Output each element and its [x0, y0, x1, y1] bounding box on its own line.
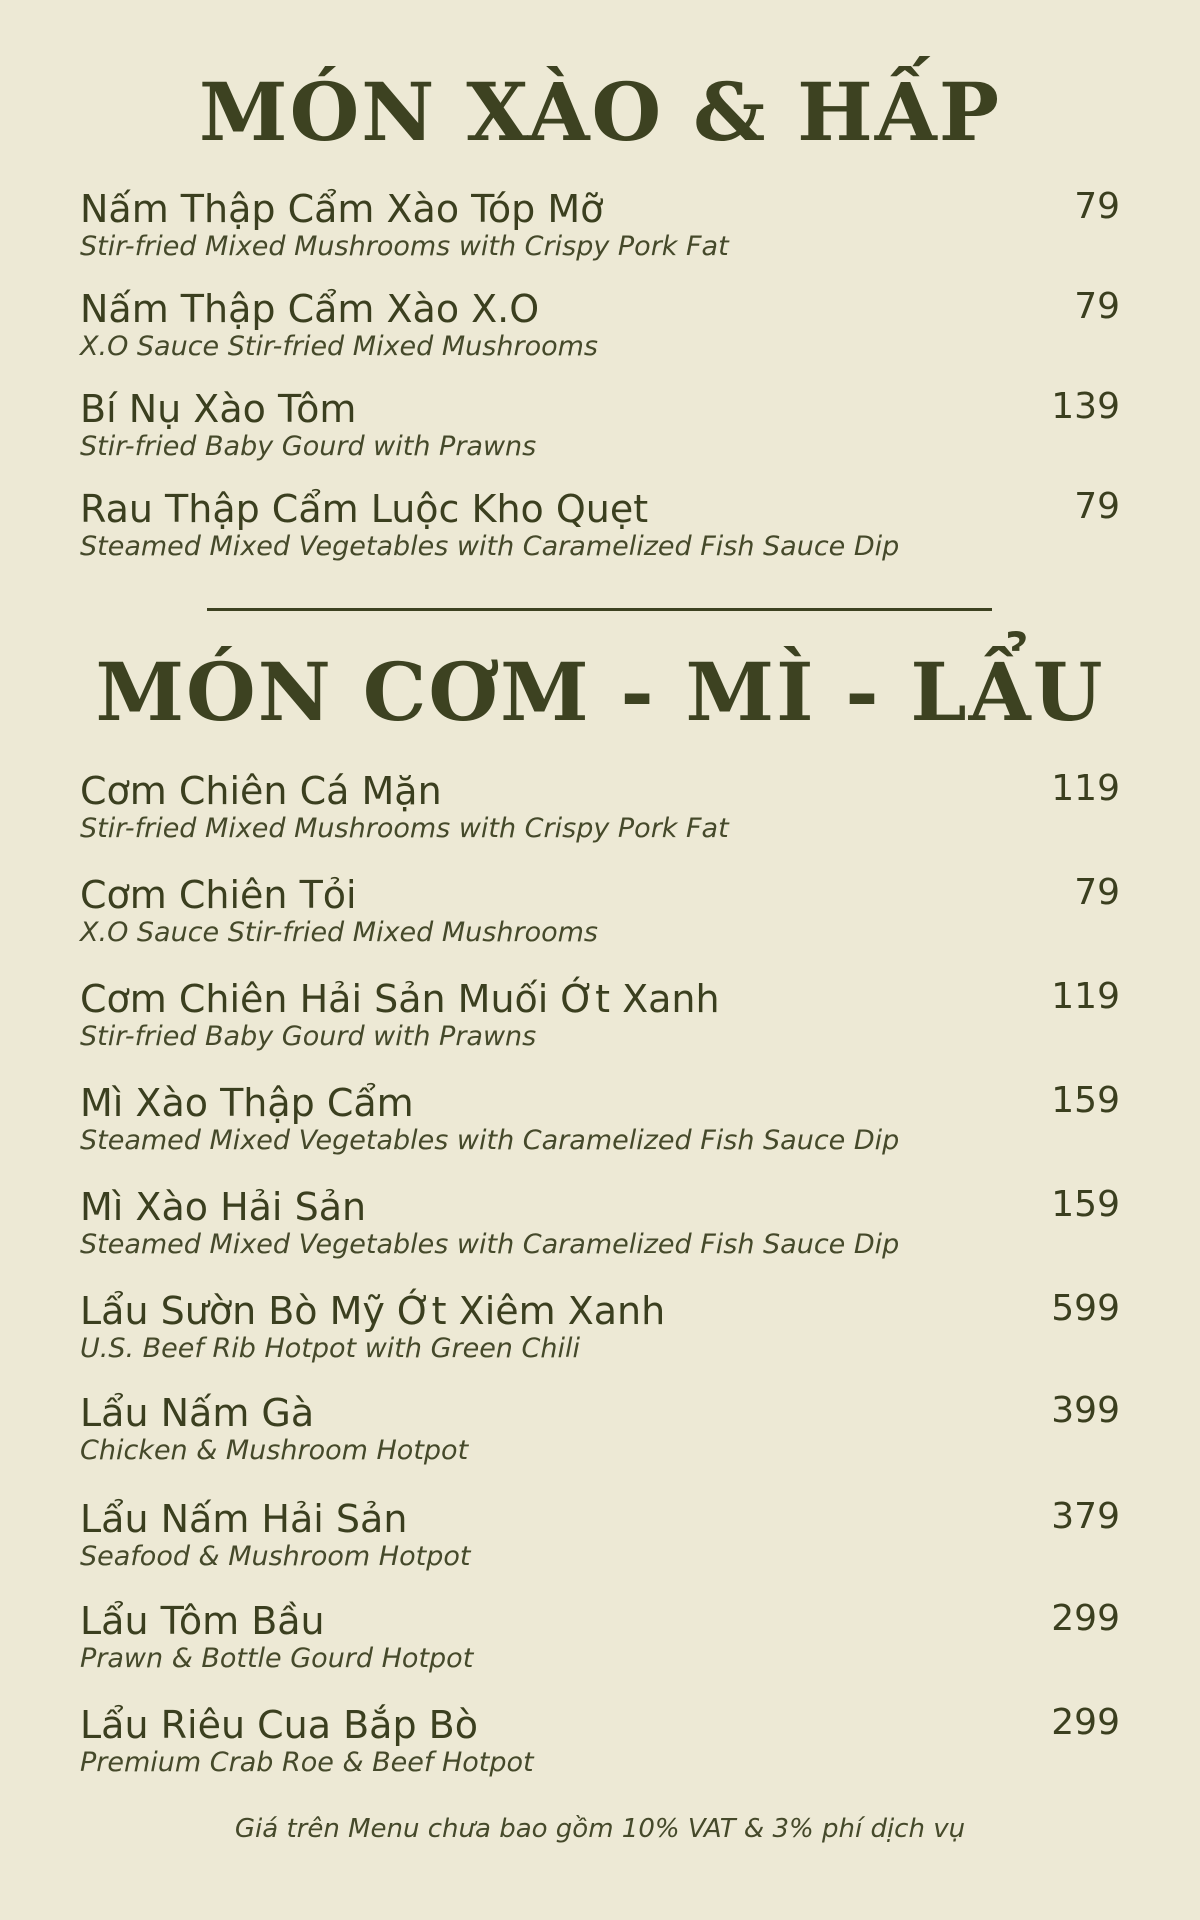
- item-description: X.O Sauce Stir-fried Mixed Mushrooms: [80, 917, 598, 948]
- menu-item: [80, 872, 1120, 962]
- item-description: Stir-fried Baby Gourd with Prawns: [80, 431, 537, 462]
- menu-item: [80, 486, 1120, 576]
- menu-item: [80, 1702, 1120, 1792]
- item-name: Lẩu Riêu Cua Bắp Bò: [80, 1703, 478, 1747]
- menu-item: [80, 1598, 1120, 1688]
- item-name: Nấm Thập Cẩm Xào X.O: [80, 287, 540, 331]
- item-price: 299: [1051, 1598, 1120, 1639]
- menu-item: [80, 768, 1120, 858]
- item-name: Lẩu Tôm Bầu: [80, 1599, 325, 1643]
- item-description: Steamed Mixed Vegetables with Caramelized Fish Sauce Dip: [80, 531, 900, 562]
- menu-item: [80, 1080, 1120, 1170]
- item-name: Cơm Chiên Tỏi: [80, 873, 357, 917]
- item-name: Mì Xào Hải Sản: [80, 1185, 367, 1229]
- item-description: Chicken & Mushroom Hotpot: [80, 1435, 469, 1466]
- item-description: U.S. Beef Rib Hotpot with Green Chili: [80, 1333, 580, 1364]
- item-price: 119: [1051, 768, 1120, 809]
- item-description: Premium Crab Roe & Beef Hotpot: [80, 1747, 534, 1778]
- item-name: Lẩu Sườn Bò Mỹ Ớt Xiêm Xanh: [80, 1289, 666, 1333]
- item-price: 599: [1051, 1288, 1120, 1329]
- menu-item: [80, 1288, 1120, 1378]
- item-price: 379: [1051, 1496, 1120, 1537]
- item-description: Stir-fried Mixed Mushrooms with Crispy Pork Fat: [80, 231, 729, 262]
- item-description: Seafood & Mushroom Hotpot: [80, 1541, 471, 1572]
- menu-item: [80, 1390, 1120, 1480]
- item-price: 399: [1051, 1390, 1120, 1431]
- item-price: 79: [1074, 486, 1120, 527]
- item-description: Prawn & Bottle Gourd Hotpot: [80, 1643, 474, 1674]
- menu-item: [80, 1496, 1120, 1586]
- item-name: Lẩu Nấm Gà: [80, 1391, 315, 1435]
- item-name: Mì Xào Thập Cẩm: [80, 1081, 414, 1125]
- item-name: Rau Thập Cẩm Luộc Kho Quẹt: [80, 487, 649, 531]
- item-name: Cơm Chiên Cá Mặn: [80, 769, 442, 813]
- menu-item: [80, 386, 1120, 476]
- item-price: 79: [1074, 186, 1120, 227]
- menu-item: [80, 1184, 1120, 1274]
- item-description: Steamed Mixed Vegetables with Caramelized Fish Sauce Dip: [80, 1229, 900, 1260]
- section-title-stir-fry-steamed: MÓN XÀO & HẤP: [199, 65, 1001, 159]
- item-description: Stir-fried Baby Gourd with Prawns: [80, 1021, 537, 1052]
- item-price: 79: [1074, 286, 1120, 327]
- section-divider: [207, 608, 992, 611]
- menu-item: [80, 186, 1120, 276]
- item-name: Bí Nụ Xào Tôm: [80, 387, 357, 431]
- item-price: 79: [1074, 872, 1120, 913]
- item-name: Lẩu Nấm Hải Sản: [80, 1497, 408, 1541]
- item-price: 139: [1051, 386, 1120, 427]
- item-description: Stir-fried Mixed Mushrooms with Crispy Pork Fat: [80, 813, 729, 844]
- item-price: 119: [1051, 976, 1120, 1017]
- item-description: X.O Sauce Stir-fried Mixed Mushrooms: [80, 331, 598, 362]
- menu-item: [80, 286, 1120, 376]
- menu-item: [80, 976, 1120, 1066]
- item-name: Nấm Thập Cẩm Xào Tóp Mỡ: [80, 187, 604, 231]
- section-title-rice-noodle-hotpot: MÓN CƠM - MÌ - LẨU: [95, 645, 1105, 739]
- item-price: 159: [1051, 1184, 1120, 1225]
- item-name: Cơm Chiên Hải Sản Muối Ớt Xanh: [80, 977, 720, 1021]
- item-price: 299: [1051, 1702, 1120, 1743]
- item-price: 159: [1051, 1080, 1120, 1121]
- price-footnote: Giá trên Menu chưa bao gồm 10% VAT & 3% phí dịch vụ: [234, 1814, 966, 1844]
- item-description: Steamed Mixed Vegetables with Caramelized Fish Sauce Dip: [80, 1125, 900, 1156]
